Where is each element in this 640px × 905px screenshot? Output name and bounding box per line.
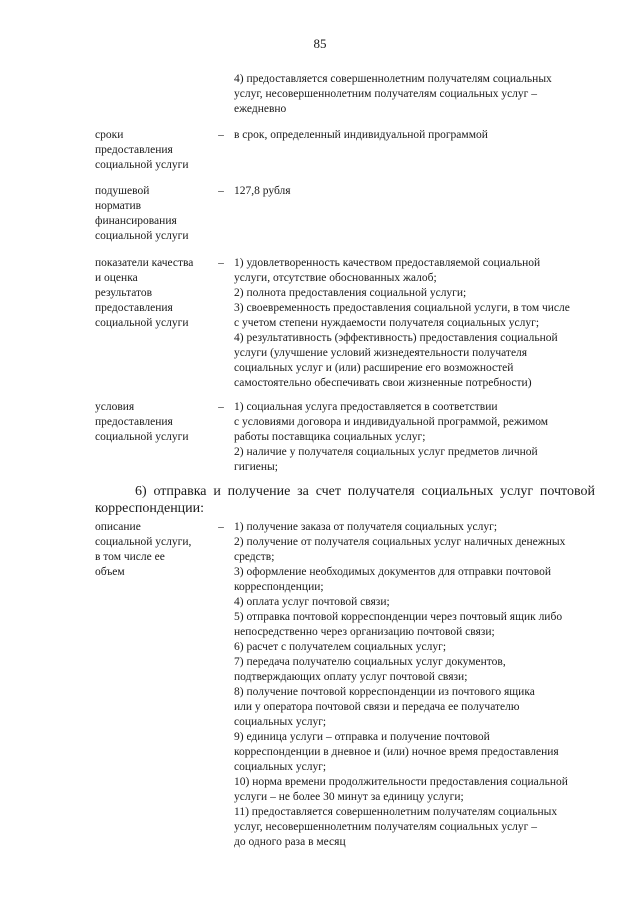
text-line: ежедневно bbox=[234, 103, 287, 115]
value-line: гигиены; bbox=[234, 461, 278, 473]
label-line: предоставления bbox=[95, 144, 173, 156]
value-line: 10) норма времени продолжительности предоставления социальной bbox=[234, 776, 568, 788]
heading-line: корреспонденции: bbox=[95, 501, 205, 516]
row-dash: – bbox=[218, 401, 224, 413]
value-line: с условиями договора и индивидуальной программой, режимом bbox=[234, 416, 549, 428]
label-line: финансирования bbox=[95, 215, 177, 227]
label-line: социальной услуги bbox=[95, 431, 189, 443]
value-line: 9) единица услуги – отправка и получение почтовой bbox=[234, 731, 490, 743]
row-label-quality bbox=[95, 256, 213, 331]
label-line: в том числе ее bbox=[95, 551, 165, 563]
value-line: услуги, отсутствие обоснованных жалоб; bbox=[234, 272, 437, 284]
text-line: услуг, несовершеннолетним получателям социальных услуг – bbox=[234, 88, 538, 100]
label-line: сроки bbox=[95, 129, 124, 141]
value-line: с учетом степени нуждаемости получателя социальных услуг; bbox=[234, 317, 540, 329]
label-line: социальной услуги bbox=[95, 230, 189, 242]
value-line: самостоятельно обеспечивать свои жизненные потребности) bbox=[234, 377, 532, 389]
value-line: 11) предоставляется совершеннолетним получателям социальных bbox=[234, 806, 558, 818]
value-line: 127,8 рубля bbox=[234, 185, 291, 197]
continuation-text bbox=[234, 72, 606, 117]
label-line: социальной услуги bbox=[95, 159, 189, 171]
row-dash: – bbox=[218, 521, 224, 533]
label-line: описание bbox=[95, 521, 141, 533]
value-line: социальных услуг; bbox=[234, 761, 327, 773]
label-line: социальной услуги bbox=[95, 317, 189, 329]
row-dash: – bbox=[218, 129, 224, 141]
row-value-quality bbox=[234, 256, 606, 391]
value-line: работы поставщика социальных услуг; bbox=[234, 431, 426, 443]
value-line: 1) социальная услуга предоставляется в соответствии bbox=[234, 401, 498, 413]
value-line: 2) полнота предоставления социальной услуги; bbox=[234, 287, 467, 299]
label-line: социальной услуги, bbox=[95, 536, 192, 548]
value-line: 3) своевременность предоставления социальной услуги, в том числе bbox=[234, 302, 570, 314]
value-line: средств; bbox=[234, 551, 275, 563]
value-line: 6) расчет с получателем социальных услуг; bbox=[234, 641, 447, 653]
value-line: подтверждающих оплату услуг почтовой связи; bbox=[234, 671, 468, 683]
row-dash: – bbox=[218, 257, 224, 269]
label-line: показатели качества bbox=[95, 257, 194, 269]
value-line: корреспонденции в дневное и (или) ночное время предоставления bbox=[234, 746, 559, 758]
text-line: 4) предоставляется совершеннолетним получателям социальных bbox=[234, 73, 552, 85]
value-line: 1) получение заказа от получателя социальных услуг; bbox=[234, 521, 498, 533]
value-line: 3) оформление необходимых документов для отправки почтовой bbox=[234, 566, 551, 578]
value-line: услуги (улучшение условий жизнедеятельности получателя bbox=[234, 347, 528, 359]
label-line: предоставления bbox=[95, 302, 173, 314]
value-line: 1) удовлетворенность качеством предоставляемой социальной bbox=[234, 257, 541, 269]
row-label-conditions bbox=[95, 400, 213, 445]
row-value-conditions bbox=[234, 400, 606, 475]
value-line: 7) передача получателю социальных услуг документов, bbox=[234, 656, 506, 668]
value-line: 2) наличие у получателя социальных услуг предметов личной bbox=[234, 446, 538, 458]
value-line: 8) получение почтовой корреспонденции из почтового ящика bbox=[234, 686, 535, 698]
label-line: объем bbox=[95, 566, 125, 578]
value-line: 5) отправка почтовой корреспонденции через почтовый ящик либо bbox=[234, 611, 563, 623]
label-line: результатов bbox=[95, 287, 153, 299]
label-line: предоставления bbox=[95, 416, 173, 428]
value-line: социальных услуг и (или) расширение его возможностей bbox=[234, 362, 514, 374]
row-value-terms bbox=[234, 128, 606, 143]
row-dash: – bbox=[218, 185, 224, 197]
value-line: до одного раза в месяц bbox=[234, 836, 346, 848]
value-line: или у оператора почтовой связи и передача ее получателю bbox=[234, 701, 520, 713]
section-heading bbox=[95, 483, 595, 517]
value-line: услуги – не более 30 минут за единицу услуги; bbox=[234, 791, 464, 803]
row-value-funding bbox=[234, 184, 606, 199]
value-line: в срок, определенный индивидуальной программой bbox=[234, 129, 488, 141]
value-line: услуг, несовершеннолетним получателям социальных услуг – bbox=[234, 821, 538, 833]
row-label-description bbox=[95, 520, 213, 580]
value-line: социальных услуг; bbox=[234, 716, 327, 728]
page-number: 85 bbox=[313, 36, 327, 51]
label-line: условия bbox=[95, 401, 135, 413]
row-label-terms bbox=[95, 128, 213, 173]
value-line: 4) оплата услуг почтовой связи; bbox=[234, 596, 390, 608]
label-line: норматив bbox=[95, 200, 142, 212]
label-line: и оценка bbox=[95, 272, 138, 284]
row-label-funding bbox=[95, 184, 213, 244]
heading-line: 6) отправка и получение за счет получателя социальных услуг почтовой bbox=[135, 484, 595, 499]
row-value-description bbox=[234, 520, 606, 850]
value-line: корреспонденции; bbox=[234, 581, 324, 593]
value-line: 4) результативность (эффективность) предоставления социальной bbox=[234, 332, 558, 344]
label-line: подушевой bbox=[95, 185, 150, 197]
value-line: непосредственно через организацию почтовой связи; bbox=[234, 626, 495, 638]
value-line: 2) получение от получателя социальных услуг наличных денежных bbox=[234, 536, 566, 548]
